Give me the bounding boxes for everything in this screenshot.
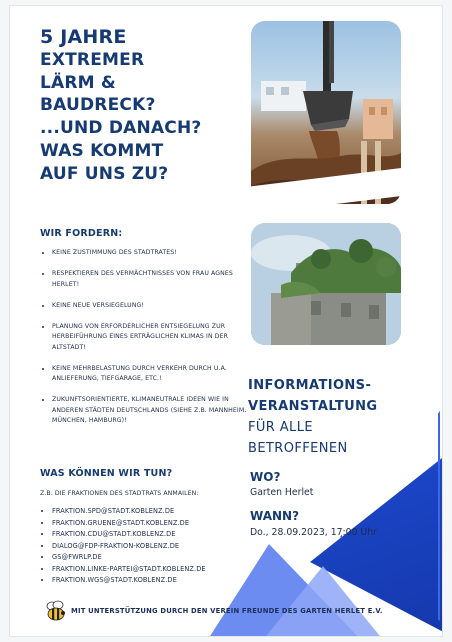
footer bbox=[44, 600, 383, 622]
when-value: Do., 28.09.2023, 17:00 Uhr bbox=[250, 527, 377, 538]
email-item[interactable]: • FRAKTION.LINKE-PARTEI@STADT.KOBLENZ.DE bbox=[52, 564, 252, 576]
poster bbox=[10, 6, 442, 636]
demand-item: • KEINE MEHRBELASTUNG DURCH VERKEHR DURCH U.A. ANLIEFERUNG, TIEFGARAGE, ETC.! bbox=[52, 364, 252, 385]
email-item[interactable]: • FRAKTION.WGS@STADT.KOBLENZ.DE bbox=[52, 575, 252, 587]
title-line: EXTREMER bbox=[40, 49, 145, 70]
title-line: 5 JAHRE bbox=[40, 26, 127, 48]
email-item[interactable]: • GS@FWRLP.DE bbox=[52, 552, 252, 564]
email-item[interactable]: • FRAKTION.GRUENE@STADT.KOBLENZ.DE bbox=[52, 518, 252, 530]
when-label: WANN? bbox=[250, 509, 300, 523]
title-line: WAS KOMMT bbox=[40, 140, 164, 161]
bee-icon bbox=[44, 600, 68, 622]
event-title bbox=[248, 375, 428, 459]
title-line: ...UND DANACH? bbox=[40, 118, 202, 139]
title-line: AUF UNS ZU? bbox=[40, 163, 169, 184]
bunker-garden-photo bbox=[251, 223, 401, 345]
demand-item: • RESPEKTIEREN DES VERMÄCHTNISSES VON FRAU AGNES HERLET! bbox=[52, 269, 252, 290]
demand-item: • KEINE NEUE VERSIEGELUNG! bbox=[52, 301, 252, 312]
actions-intro: Z.B. DIE FRAKTIONEN DES STADTRATS ANMAILEN: bbox=[40, 490, 199, 497]
demands-heading: WIR FORDERN: bbox=[40, 228, 123, 239]
demands-list bbox=[42, 248, 252, 437]
demand-item: • KEINE ZUSTIMMUNG DES STADTRATES! bbox=[52, 248, 252, 259]
email-item[interactable]: • FRAKTION.SPD@STADT.KOBLENZ.DE bbox=[52, 506, 252, 518]
poster-title bbox=[40, 26, 250, 186]
actions-heading: WAS KÖNNEN WIR TUN? bbox=[40, 468, 173, 479]
title-line: LÄRM & bbox=[40, 72, 116, 93]
bunker-illustration bbox=[251, 223, 401, 345]
event-subtitle-line: FÜR ALLE bbox=[248, 420, 313, 435]
where-label: WO? bbox=[250, 470, 281, 484]
where-value: Garten Herlet bbox=[250, 487, 314, 498]
email-item[interactable]: • FRAKTION.CDU@STADT.KOBLENZ.DE bbox=[52, 529, 252, 541]
event-subtitle-line: BETROFFENEN bbox=[248, 441, 348, 456]
title-line: BAUDRECK? bbox=[40, 95, 156, 116]
event-title-line: VERANSTALTUNG bbox=[248, 399, 378, 414]
email-item[interactable]: • DIALOG@FDP-FRAKTION-KOBLENZ.DE bbox=[52, 541, 252, 553]
email-list bbox=[42, 506, 252, 587]
demand-item: • PLANUNG VON ERFORDERLICHER ENTSIEGELUNG ZUR HERBEIFÜHRUNG EINES ERTRÄGLICHEN KLIMAS IN DER ALTSTADT! bbox=[52, 322, 252, 354]
demand-item: • ZUKUNFTSORIENTIERTE, KLIMANEUTRALE IDEEN WIE IN ANDEREN STÄDTEN DEUTSCHLANDS (SIEHE Z.B. MANNHEIM, MÜNCHEN, HAMBURG)! bbox=[52, 395, 252, 427]
footer-text: MIT UNTERSTÜTZUNG DURCH DEN VEREIN FREUNDE DES GARTEN HERLET E.V. bbox=[71, 607, 383, 615]
event-title-line: INFORMATIONS- bbox=[248, 378, 372, 393]
